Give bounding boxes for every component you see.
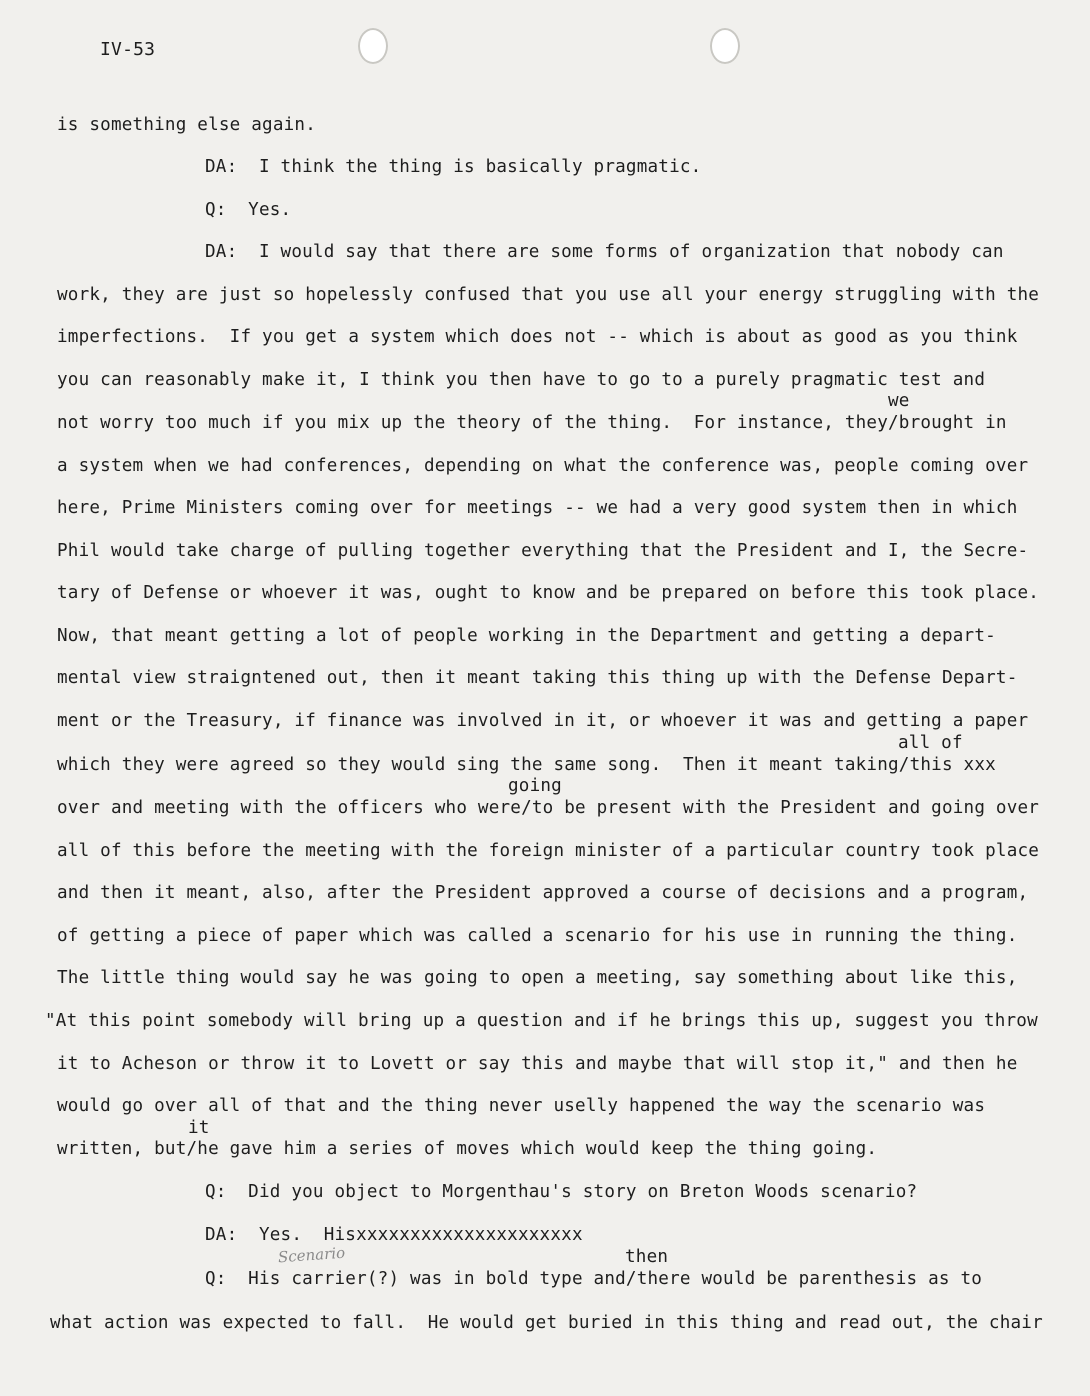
text-line: is something else again.	[57, 115, 317, 135]
text-line: what action was expected to fall. He would get buried in this thing and read out, the chair	[50, 1313, 1043, 1333]
text-line: Q: His carrier(?) was in bold type and/there would be parenthesis as to	[205, 1269, 983, 1289]
text-line: over and meeting with the officers who were/to be present with the President and going over	[57, 798, 1040, 818]
handwritten-annotation: Scenario	[277, 1243, 346, 1267]
interlinear-insertion: we	[888, 391, 910, 411]
text-line: not worry too much if you mix up the theory of the thing. For instance, they/brought in	[57, 413, 1007, 433]
text-line: DA: Yes. Hisxxxxxxxxxxxxxxxxxxxxx	[205, 1225, 583, 1245]
text-line: Q: Did you object to Morgenthau's story on Breton Woods scenario?	[205, 1182, 918, 1202]
text-line: a system when we had conferences, depending on what the conference was, people coming over	[57, 456, 1029, 476]
punch-hole	[358, 28, 388, 64]
text-line: written, but/he gave him a series of moves which would keep the thing going.	[57, 1139, 878, 1159]
text-line: Now, that meant getting a lot of people working in the Department and getting a depart-	[57, 626, 996, 646]
text-line: DA: I think the thing is basically pragmatic.	[205, 157, 702, 177]
text-line: would go over all of that and the thing never uselly happened the way the scenario was	[57, 1096, 986, 1116]
text-line: of getting a piece of paper which was called a scenario for his use in running the thing.	[57, 926, 1018, 946]
text-line: The little thing would say he was going to open a meeting, say something about like this,	[57, 968, 1018, 988]
text-line: work, they are just so hopelessly confused that you use all your energy struggling with the	[57, 285, 1040, 305]
interlinear-insertion: going	[508, 776, 562, 796]
text-line: which they were agreed so they would sing the same song. Then it meant taking/this xxx	[57, 755, 996, 775]
text-line: it to Acheson or throw it to Lovett or say this and maybe that will stop it," and then he	[57, 1054, 1018, 1074]
text-line: and then it meant, also, after the President approved a course of decisions and a program,	[57, 883, 1029, 903]
text-line: Phil would take charge of pulling together everything that the President and I, the Secre-	[57, 541, 1029, 561]
text-line: imperfections. If you get a system which does not -- which is about as good as you think	[57, 327, 1018, 347]
page-number: IV-53	[100, 39, 156, 60]
text-line: here, Prime Ministers coming over for meetings -- we had a very good system then in which	[57, 498, 1018, 518]
punch-hole	[710, 28, 740, 64]
text-line: Q: Yes.	[205, 200, 292, 220]
text-line: mental view straigntened out, then it meant taking this thing up with the Defense Depart-	[57, 668, 1018, 688]
text-line: you can reasonably make it, I think you then have to go to a purely pragmatic test and	[57, 370, 986, 390]
interlinear-insertion: all of	[898, 733, 963, 753]
text-line: ment or the Treasury, if finance was involved in it, or whoever it was and getting a paper	[57, 711, 1029, 731]
text-line: all of this before the meeting with the foreign minister of a particular country took place	[57, 841, 1040, 861]
text-line: DA: I would say that there are some forms of organization that nobody can	[205, 242, 1004, 262]
text-line: tary of Defense or whoever it was, ought to know and be prepared on before this took place.	[57, 583, 1040, 603]
interlinear-insertion: then	[625, 1247, 669, 1267]
interlinear-insertion: it	[188, 1118, 210, 1138]
text-line: "At this point somebody will bring up a question and if he brings this up, suggest you throw	[45, 1011, 1038, 1031]
